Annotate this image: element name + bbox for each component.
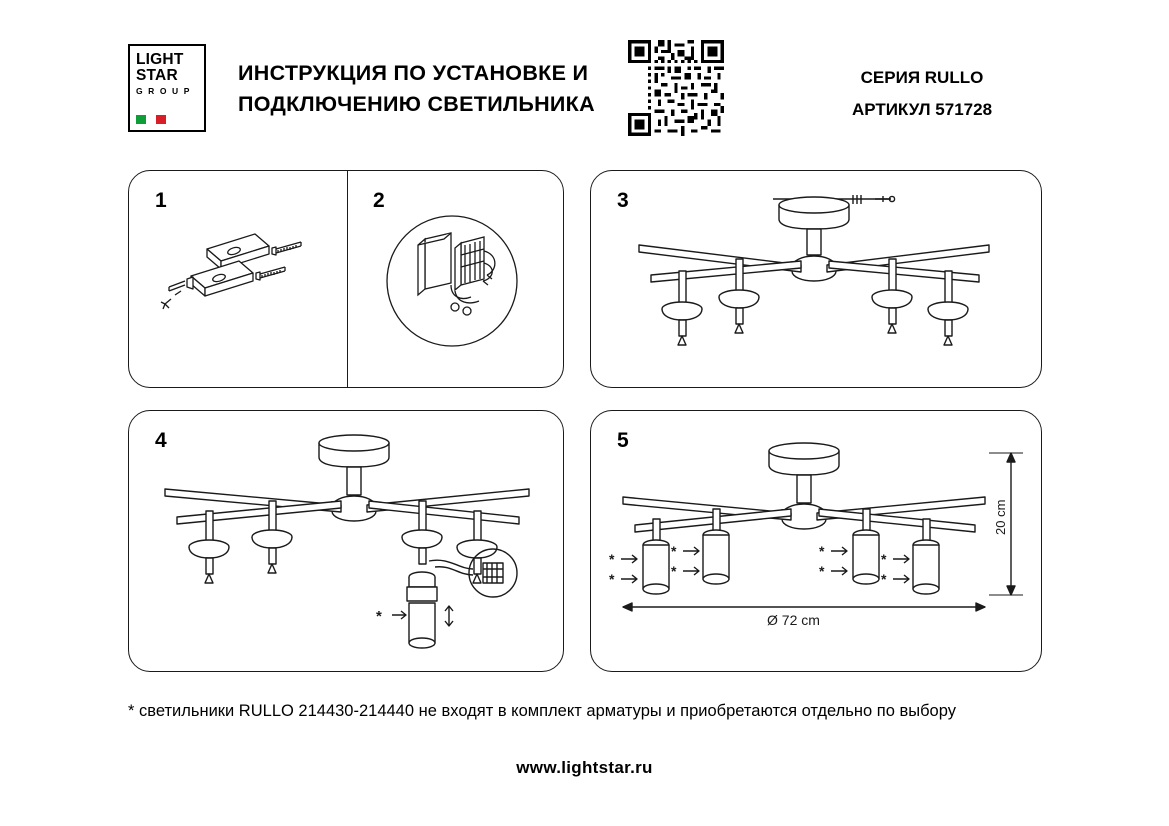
page-title-line-2: ПОДКЛЮЧЕНИЮ СВЕТИЛЬНИКА bbox=[238, 92, 595, 116]
asterisk-8: * bbox=[881, 571, 887, 587]
website-label: www.lightstar.ru bbox=[516, 758, 653, 777]
asterisk-5: * bbox=[819, 543, 825, 559]
logo-line-2: STAR bbox=[136, 67, 178, 84]
asterisk-6: * bbox=[819, 563, 825, 579]
model-info bbox=[800, 62, 1044, 126]
step-2-illustration bbox=[347, 171, 565, 389]
qr-code-icon bbox=[628, 40, 724, 136]
step-number-5: 5 bbox=[617, 429, 629, 452]
step-panel-3 bbox=[590, 170, 1042, 388]
page-title-line-1: ИНСТРУКЦИЯ ПО УСТАНОВКЕ И bbox=[238, 61, 589, 85]
italy-flag-icon bbox=[136, 115, 166, 124]
step-number-2: 2 bbox=[373, 189, 385, 212]
step-panel-4 bbox=[128, 410, 564, 672]
asterisk-3: * bbox=[671, 543, 677, 559]
diameter-label: Ø 72 cm bbox=[767, 612, 820, 628]
step-number-4: 4 bbox=[155, 429, 167, 452]
page-header bbox=[128, 40, 1043, 136]
page-title bbox=[238, 58, 628, 120]
step-4-illustration bbox=[129, 411, 565, 673]
step-4-asterisk: * bbox=[376, 608, 382, 625]
asterisk-1: * bbox=[609, 551, 615, 567]
step-number-3: 3 bbox=[617, 189, 629, 212]
series-label: СЕРИЯ RULLO bbox=[860, 68, 984, 87]
step-5-illustration bbox=[591, 411, 1043, 673]
logo-line-3: G R O U P bbox=[136, 86, 192, 96]
asterisk-2: * bbox=[609, 571, 615, 587]
article-label: АРТИКУЛ 571728 bbox=[851, 100, 993, 119]
asterisk-7: * bbox=[881, 551, 887, 567]
height-label: 20 cm bbox=[993, 499, 1008, 535]
footnote-text: * светильники RULLO 214430-214440 не входят в комплект арматуры и приобретаются отдельно по выбору bbox=[128, 702, 956, 720]
step-number-1: 1 bbox=[155, 189, 167, 212]
step-panel-1-2 bbox=[128, 170, 564, 388]
step-3-illustration bbox=[591, 171, 1043, 389]
asterisk-4: * bbox=[671, 563, 677, 579]
logo-line-1: LIGHT bbox=[136, 51, 184, 68]
step-1-illustration bbox=[129, 171, 347, 389]
brand-logo bbox=[128, 44, 206, 132]
step-panel-5 bbox=[590, 410, 1042, 672]
